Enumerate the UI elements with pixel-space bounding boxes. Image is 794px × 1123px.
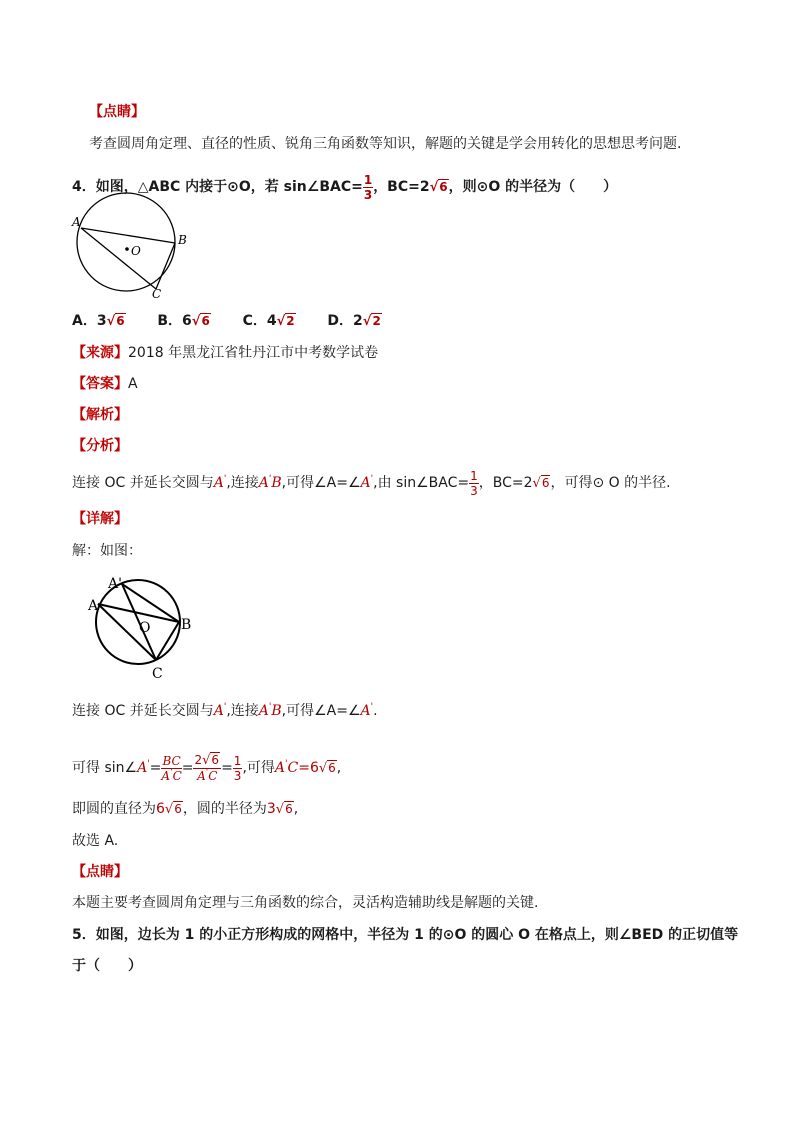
step2-eq2: =	[181, 760, 194, 776]
step1-t2: ,连接	[226, 703, 259, 719]
fenxi-t2: ,连接	[226, 475, 259, 491]
q4-option-a-coef: 3	[96, 313, 107, 329]
step3-t1: 即圆的直径为	[72, 801, 156, 817]
fenxi-t6: ，可得⊙ O 的半径.	[550, 475, 671, 491]
solution-label-a-prime: A'	[108, 576, 122, 592]
q4-option-c-radicand: 2	[286, 314, 295, 328]
step2-t3: =6	[298, 760, 319, 776]
source-text: 2018 年黑龙江省牡丹江市中考数学试卷	[128, 345, 379, 361]
q4-figure	[66, 192, 196, 302]
q4-segment-bc	[156, 243, 175, 289]
q4-segment-ab	[81, 228, 175, 243]
step1-line	[72, 700, 378, 720]
step1-ab-prime: A'B	[258, 702, 282, 719]
step1-t4: .	[373, 703, 378, 719]
q4-label-o: O	[131, 244, 141, 258]
step2-t4: ,	[336, 760, 342, 776]
step2-frac2-num: 2√6	[194, 753, 220, 768]
q4-stem-part-c: ，则⊙O 的半径为（ ）	[448, 179, 618, 195]
step2-a-prime-c: A'C	[274, 759, 299, 776]
fenxi-radical: √6	[532, 476, 550, 491]
step2-radical: √6	[318, 761, 336, 776]
step1-t1: 连接 OC 并延长交圆与	[72, 703, 214, 719]
step3-c2: 3	[266, 801, 276, 817]
q4-label-a: A	[72, 215, 81, 229]
q4-label-c: C	[152, 287, 162, 301]
q4-option-b-coef: 6	[182, 313, 192, 329]
q4-option-d-letter: D．	[327, 313, 354, 329]
dianjing-tag: 【点睛】	[89, 104, 145, 120]
q4-option-d-radicand: 2	[372, 314, 381, 328]
step2-a-prime: A'	[137, 759, 150, 776]
solution-figure	[80, 570, 205, 682]
xiangjie-tag: 【详解】	[72, 511, 128, 527]
step2-frac2	[193, 754, 221, 782]
step3-t2: ，圆的半径为	[182, 801, 267, 817]
q4-option-c-coef: 4	[266, 313, 277, 329]
step2-eq1: =	[149, 760, 162, 776]
fenxi-fraction: $\frac{1}{3}$	[470, 468, 478, 498]
q4-option-d-coef: 2	[353, 313, 363, 329]
step2-line	[72, 748, 341, 789]
step3-line	[72, 798, 298, 818]
q4-frac-num: 1	[363, 172, 373, 187]
q4-stem-fraction	[363, 174, 373, 201]
q4-stem-part-a: 4．如图，△ABC 内接于⊙O，若 sin∠BAC=	[72, 179, 363, 195]
q4-option-c-letter: C．	[242, 313, 267, 329]
solution-label-a: A	[88, 598, 99, 614]
jiexi-tag: 【解析】	[72, 407, 128, 423]
step2-frac3: $\frac{1}{3}$	[233, 753, 242, 783]
dianjing2-tag: 【点睛】	[72, 864, 128, 880]
fenxi-t5: ，BC=2	[478, 475, 533, 491]
step3-c1: 6	[156, 801, 165, 817]
step1-a-prime: A'	[213, 702, 227, 719]
q4-stem-part-b: ，BC=2	[373, 179, 430, 195]
q4-option-d[interactable]: D．2√2	[327, 313, 381, 329]
fenxi-text	[72, 466, 671, 501]
answer-tag: 【答案】	[72, 376, 128, 392]
q4-option-a-radicand: 6	[116, 314, 125, 328]
q4-stem-radicand: 6	[439, 180, 448, 194]
q4-circle	[77, 193, 175, 291]
q4-options	[72, 310, 382, 330]
solution-label-b: B	[181, 617, 192, 633]
q4-segment-ac	[81, 228, 156, 289]
step3-rad2: √6	[275, 802, 293, 817]
answer-line	[72, 373, 138, 393]
step2-frac2-den: A'C	[197, 768, 218, 783]
step1-angle-a-prime: A'	[360, 702, 374, 719]
step3-rad1: √6	[164, 802, 182, 817]
q4-option-c[interactable]: C．4√2	[242, 313, 295, 329]
source-line	[72, 342, 378, 362]
source-tag: 【来源】	[72, 345, 128, 361]
solve-intro: 解：如图：	[72, 543, 142, 559]
fenxi-a-prime: A'	[213, 474, 227, 491]
dianjing2-text: 本题主要考查圆周角定理与三角函数的综合，灵活构造辅助线是解题的关键.	[72, 895, 539, 911]
q4-label-b: B	[178, 233, 187, 247]
step2-frac1	[161, 755, 181, 782]
q5-line1: 5．如图，边长为 1 的小正方形构成的网格中，半径为 1 的⊙O 的圆心 O 在格点上，则∠BED 的正切值等	[72, 927, 739, 943]
q4-option-b-radicand: 6	[201, 314, 210, 328]
answer-text: A	[128, 376, 138, 392]
step2-t2: ,可得	[242, 760, 275, 776]
solution-label-o: O	[139, 620, 151, 636]
step2-frac1-den: A'C	[161, 767, 182, 783]
step2-eq3: =	[221, 760, 233, 776]
q4-option-a[interactable]: A．3√6	[72, 313, 125, 329]
dianjing-text: 考查圆周角定理、直径的性质、锐角三角函数等知识，解题的关键是学会用转化的思想思考问题.	[89, 136, 682, 152]
fenxi-t1: 连接 OC 并延长交圆与	[72, 475, 214, 491]
q4-stem-radical: √6	[429, 180, 448, 195]
solution-label-c: C	[152, 666, 163, 682]
step3-t3: ,	[293, 801, 299, 817]
q4-center-dot	[125, 247, 129, 251]
step4-line: 故选 A.	[72, 833, 119, 849]
q5-line2: 于（ ）	[72, 958, 142, 974]
q4-option-b-letter: B．	[157, 313, 183, 329]
step1-t3: ,可得∠A=∠	[281, 703, 361, 719]
fenxi-angle-a-prime: A'	[360, 474, 374, 491]
q4-option-a-letter: A．	[72, 313, 97, 329]
fenxi-t4: ,由 sin∠BAC=	[373, 475, 470, 491]
q4-frac-den: 3	[363, 187, 373, 202]
q4-option-b[interactable]: B．6√6	[157, 313, 210, 329]
step2-t1: 可得 sin∠	[72, 760, 138, 776]
fenxi-t3: ,可得∠A=∠	[281, 475, 361, 491]
step2-frac1-num: BC	[162, 753, 181, 768]
fenxi-tag: 【分析】	[72, 438, 128, 454]
fenxi-ab-prime: A'B	[258, 474, 282, 491]
